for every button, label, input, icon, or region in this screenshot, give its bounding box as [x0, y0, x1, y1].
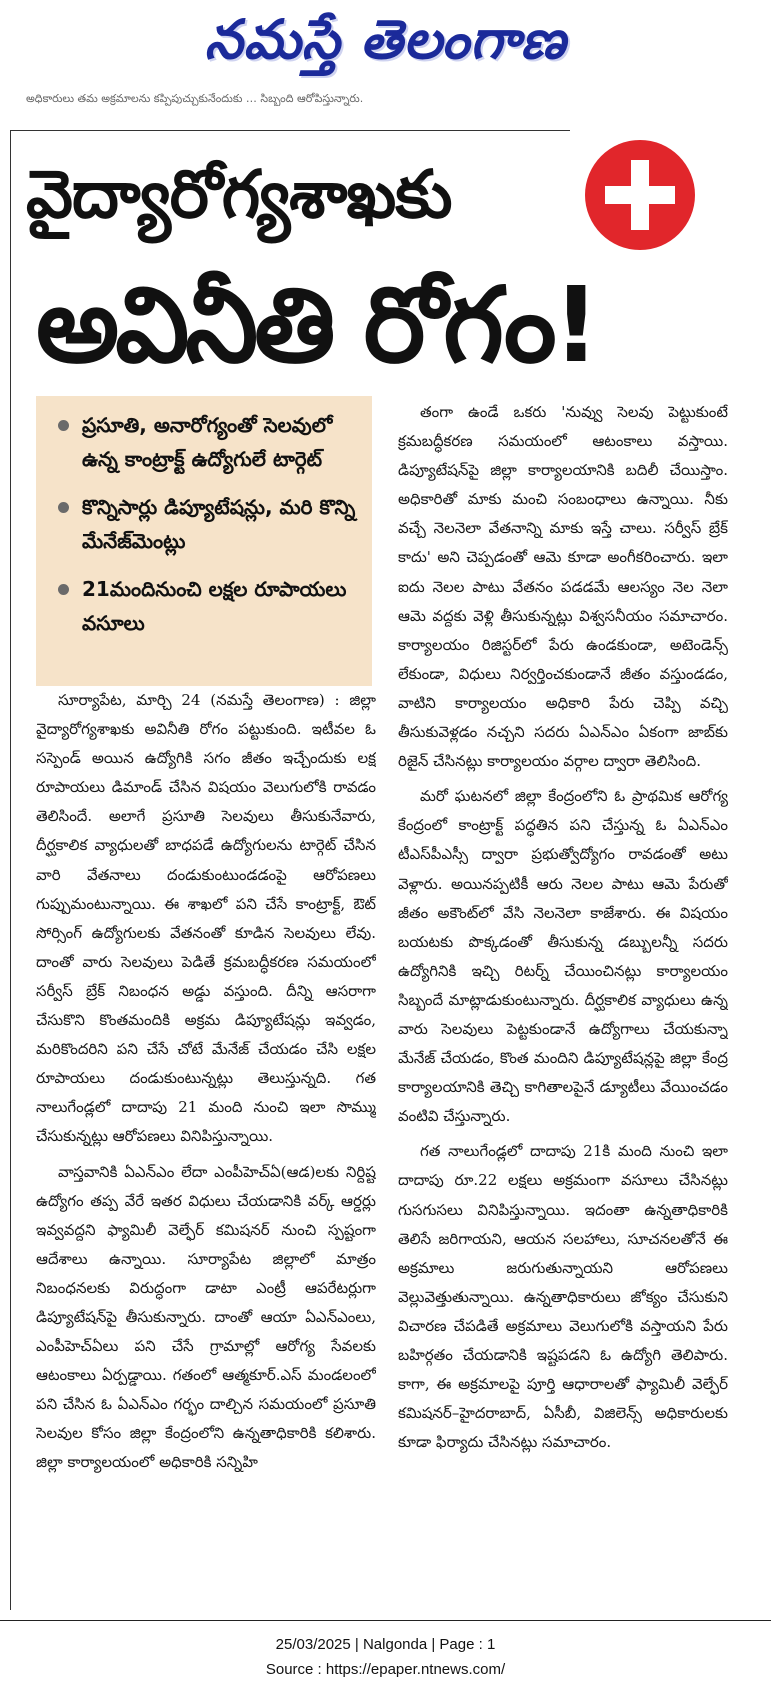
- headline-line-2: అవినీతి రోగం!: [36, 264, 596, 386]
- highlight-item: ప్రసూతి, అనారోగ్యంతో సెలవులో ఉన్న కాంట్రాక్ట్ ఉద్యోగులే టార్గెట్: [54, 408, 356, 476]
- article-column-1: [36, 686, 376, 1616]
- cut-off-text-line: అధికారులు తమ అక్రమాలను కప్పిపుచ్చుకునేందుకు … సిబ్బంది ఆరోపిస్తున్నారు.: [26, 92, 364, 105]
- article-column-2: [398, 398, 728, 1616]
- article-paragraph: వాస్తవానికి ఏఎన్ఎం లేదా ఎంపీహెచ్ఏ(ఆడ)లకు నిర్దిష్ట ఉద్యోగం తప్ప వేరే ఇతర విధులు చేయడానికి వర్క్ ఆర్డర్లు ఇవ్వవద్దని ఫ్యామిలీ వెల్ఫేర్ కమిషనర్ నుంచి స్పష్టంగా ఆదేశాలు ఉన్నాయి. సూర్యాపేట జిల్లాలో మాత్రం నిబంధనలకు విరుద్ధంగా డాటా ఎంట్రీ ఆపరేటర్లుగా డిప్యూటేషన్‌పై తీసుకున్నారు. దాంతో ఆయా ఏఎన్ఎంలు, ఎంపీహెచ్ఏలు పని చేసే గ్రామాల్లో ఆరోగ్య సేవలకు ఆటంకాలు ఏర్పడ్డాయి. గతంలో ఆత్మకూర్.ఎస్ మండలంలో పని చేసిన ఓ ఏఎన్ఎం గర్భం దాల్చిన సమయంలో ప్రసూతి సెలవుల కోసం జిల్లా కేంద్రంలోని ఉన్నతాధికారికి కలిశారు. జిల్లా కార్యాలయంలో అధికారికి సన్నిహి: [36, 1162, 376, 1472]
- highlights-box: [36, 396, 372, 686]
- article-paragraph: తంగా ఉండే ఒకరు 'నువ్వు సెలవు పెట్టుకుంటే క్రమబద్ధీకరణ సమయంలో ఆటంకాలు వస్తాయి. డిప్యూటేషన్‌పై జిల్లా కార్యాలయానికి బదిలీ చేయిస్తాం. అధికారితో మాకు మంచి సంబంధాలు ఉన్నాయి. నీకు వచ్చే నెలనెలా వేతనాన్ని మాకు ఇస్తే చాలు. సర్వీస్ బ్రేక్ కాదు' అని చెప్పడంతో ఆమె కూడా అంగీకరించారు. ఇలా ఐదు నెలల పాటు వేతనం పడడమే ఆలస్యం నెల నెలా ఆమె వద్దకు వెళ్లి తీసుకున్నట్లు విశ్వసనీయం సమాచారం. కార్యాలయం రిజిస్టర్‌లో పేరు ఉండకుండా, అటెండెన్స్ లేకుండా, విధులు నిర్వర్తించకుండానే జీతం వస్తుండడం, వాటిని కార్యాలయం అధికారి పేరు చెప్పి వచ్చి తీసుకువెళ్లడం నచ్చని సదరు ఏఎన్ఎం ఏకంగా జాబ్‌కు రిజైన్ చేసినట్లు కార్యాలయం వర్గాల ద్వారా తెలిసింది.: [398, 403, 728, 771]
- masthead-title: నమస్తే తెలంగాణ: [204, 8, 567, 71]
- red-cross-icon: [585, 140, 695, 250]
- left-column-rule: [10, 130, 11, 1610]
- article-paragraph: మరో ఘటనలో జిల్లా కేంద్రంలోని ఓ ప్రాథమిక ఆరోగ్య కేంద్రంలో కాంట్రాక్ట్ పద్ధతిన పని చేస్తున్న ఓ ఏఎన్ఎం టీఎస్‌పీఎస్సీ ద్వారా ప్రభుత్వోద్యోగం రావడంతో అటు వెళ్లారు. అయినప్పటికీ ఆరు నెలల పాటు ఆమె పేరుతో జీతం అకౌంట్‌లో వేసి నెలనెలా కాజేశారు. ఈ విషయం బయటకు పొక్కడంతో తీసుకున్న డబ్బులన్నీ సదరు ఉద్యోగినికి ఇచ్చి రిటర్న్ చేయించినట్లు కార్యాలయం సిబ్బందే మాట్లాడుకుంటున్నారు. దీర్ఘకాలిక వ్యాధులు ఉన్న వారు సెలవులు పెట్టకుండానే ఉద్యోగాలు చేయకున్నా మేనేజ్ చేయడం, కొంత మందిని డిప్యూటేషన్లపై జిల్లా కేంద్ర కార్యాలయానికి తెచ్చి కాగితాలపైనే డ్యూటీలు వేయించడం వంటివి చేస్తున్నారు.: [398, 787, 728, 1126]
- highlight-item: 21మందినుంచి లక్షల రూపాయలు వసూలు: [54, 572, 356, 640]
- footer-rule: [0, 1620, 771, 1621]
- headline-line-1: వైద్యారోగ్యశాఖకు: [26, 156, 452, 233]
- footer-dateline: 25/03/2025 | Nalgonda | Page : 1: [275, 1636, 496, 1653]
- article-paragraph: గత నాలుగేండ్లలో దాదాపు 21కి మంది నుంచి ఇలా దాదాపు రూ.22 లక్షలు అక్రమంగా వసూలు చేసినట్లు గుసగుసలు వినిపిస్తున్నాయి. ఇదంతా ఉన్నతాధికారికి తెలిసే జరిగాయని, ఆయన సలహాలు, సూచనలతోనే ఈ అక్రమాలు జరుగుతున్నాయని ఆరోపణలు వెల్లువెత్తుతున్నాయి. ఉన్నతాధికారులు జోక్యం చేసుకుని విచారణ చేపడితే అక్రమాలు వెలుగులోకి వస్తాయని పేరు బహిర్గతం చేయడానికి ఇష్టపడని ఓ ఉద్యోగి తెలిపారు. కాగా, ఈ అక్రమాలపై పూర్తి ఆధారాలతో ఫ్యామిలీ వెల్ఫేర్ కమిషనర్–హైదరాబాద్, ఏసీబీ, విజిలెన్స్ అధికారులకు కూడా ఫిర్యాదు చేసినట్లు సమాచారం.: [398, 1142, 728, 1452]
- article-paragraph: సూర్యాపేట, మార్చి 24 (నమస్తే తెలంగాణ) : జిల్లా వైద్యారోగ్యశాఖకు అవినీతి రోగం పట్టుకుంది. ఇటీవల ఓ సస్పెండ్ అయిన ఉద్యోగికి సగం జీతం ఇచ్చేందుకు లక్ష రూపాయలు డిమాండ్ చేసిన విషయం వెలుగులోకి రావడం తెలిసిందే. అలాగే ప్రసూతి సెలవులు తీసుకునేవారు, దీర్ఘకాలిక వ్యాధులతో బాధపడే ఉద్యోగులను టార్గెట్ చేసిన వారి వేతనాలు దండుకుంటుండడంపై ఆరోపణలు గుప్పుమంటున్నాయి. ఈ శాఖలో పని చేసే కాంట్రాక్ట్, ఔట్ సోర్సింగ్ ఉద్యోగులకు వేతనంతో కూడిన సెలవులు లేవు. దాంతో వారు సెలవులు పెడితే క్రమబద్ధీకరణ సమయంలో సర్వీస్ బ్రేక్ నిబంధన అడ్డు వస్తుంది. దీన్ని ఆసరాగా చేసుకొని కొంతమందికి అక్రమ డిప్యూటేషన్లు ఇవ్వడం, మరికొందరిని పని చేసే చోటే మేనేజ్ చేయడం చేసి లక్షల రూపాయలు దండుకుంటున్నట్లు తెలుస్తున్నది. గత నాలుగేండ్లలో దాదాపు 21 మంది నుంచి ఇలా సొమ్ము చేసుకున్నట్లు ఆరోపణలు వినిపిస్తున్నాయి.: [36, 691, 376, 1146]
- highlight-item: కొన్నిసార్లు డిప్యూటేషన్లు, మరి కొన్ని మేనేజ్‌మెంట్లు: [54, 490, 356, 558]
- newspaper-masthead: [0, 0, 771, 95]
- top-rule: [10, 130, 570, 131]
- footer-source[interactable]: Source : https://epaper.ntnews.com/: [265, 1661, 506, 1678]
